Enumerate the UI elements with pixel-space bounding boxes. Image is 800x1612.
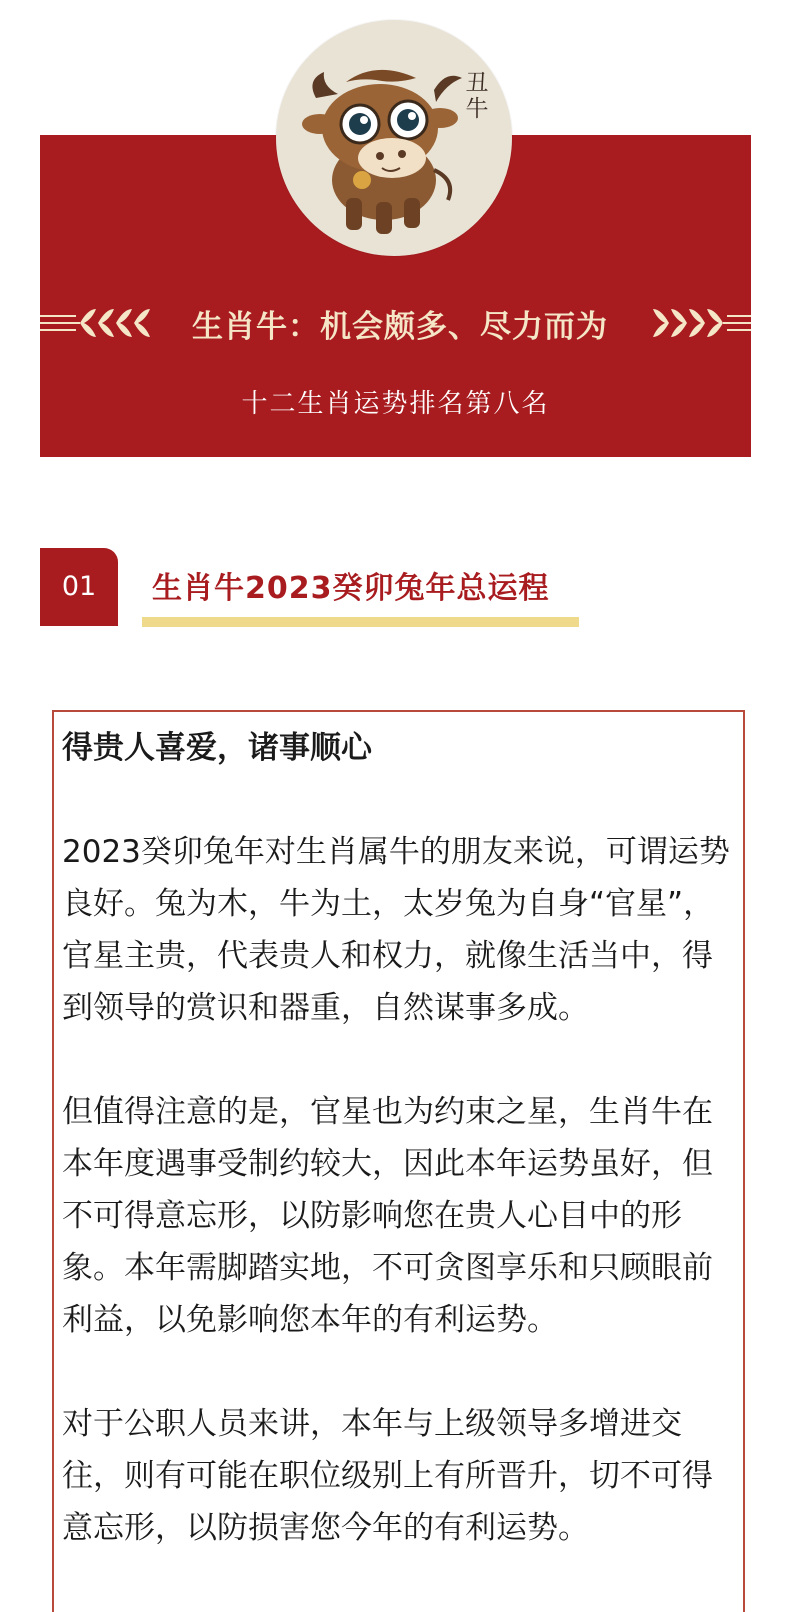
section-title: 生肖牛2023癸卯兔年总运程 [152, 571, 550, 606]
article-body [62, 722, 734, 1606]
ox-illustration [276, 20, 512, 256]
banner-subtitle: 十二生肖运势排名第八名 [241, 389, 550, 419]
section-number: 01 [40, 548, 118, 626]
banner-title-row [0, 295, 800, 355]
banner-title: 生肖牛：机会颇多、尽力而为 [192, 309, 608, 345]
section-underline [142, 617, 579, 627]
wheat-left-icon [40, 305, 155, 341]
wheat-right-icon [648, 305, 763, 341]
ox-zodiac-medallion [276, 20, 512, 256]
article-paragraph: 但值得注意的是，官星也为约束之星，生肖牛在本年度遇事受制约较大，因此本年运势虽好，但不可得意忘形，以防影响您在贵人心目中的形象。本年需脚踏实地，不可贪图享乐和只顾眼前利益，以免影响您本年的有利运势。 [62, 1094, 713, 1338]
article-heading: 得贵人喜爱，诸事顺心 [62, 730, 372, 766]
article-paragraph: 对于公职人员来讲，本年与上级领导多增进交往，则有可能在职位级别上有所晋升，切不可得意忘形，以防损害您今年的有利运势。 [62, 1406, 713, 1546]
article-paragraph: 2023癸卯兔年对生肖属牛的朋友来说，可谓运势良好。兔为木，牛为土，太岁兔为自身“官星”，官星主贵，代表贵人和权力，就像生活当中，得到领导的赏识和器重，自然谋事多成。 [62, 834, 730, 1026]
seal-label: 丑牛 [465, 70, 489, 122]
